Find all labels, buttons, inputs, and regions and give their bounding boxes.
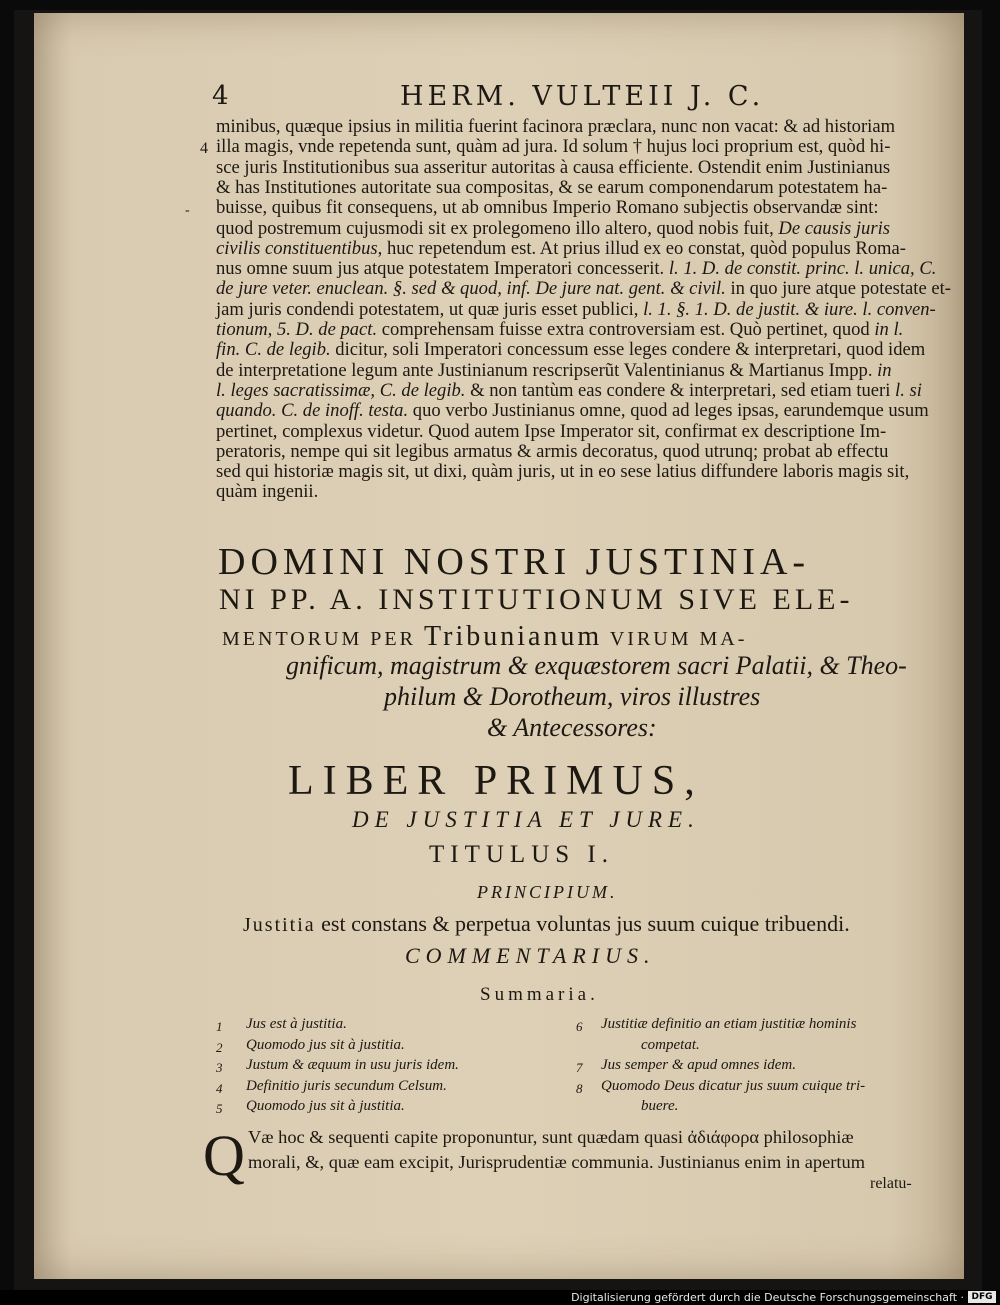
title-line-3-c: VIRUM MA- <box>602 628 748 650</box>
page-number: 4 <box>212 81 233 111</box>
running-title: HERM. VULTEII J. C. <box>400 81 765 112</box>
summaria-heading: Summaria. <box>480 984 599 1005</box>
commentary-segment: quàm ingenii. <box>216 481 319 503</box>
title-line-3 <box>222 623 747 651</box>
summaria-number: 6 <box>576 1019 583 1034</box>
title-line-3-b: Tribunianum <box>424 621 603 652</box>
commentary-segment: & non tantùm eas condere & interpretari, sed etiam tueri <box>465 379 896 401</box>
justitia-definition <box>243 913 850 935</box>
commentary-segment: in l. <box>874 319 904 340</box>
summaria-item: Definitio juris secundum Celsum. <box>246 1077 447 1094</box>
commentary-segment: minibus, quæque ipsius in militia fuerint facinora præclara, nunc non vacat: & ad historiam <box>216 116 896 137</box>
summaria-number: 7 <box>576 1060 583 1075</box>
commentary-segment: tionum, 5. D. de pact. <box>216 319 378 340</box>
commentary-segment: sce juris Institutionibus sua asseritur autoritas à causa efficiente. Ostendit enim Justinianus <box>216 156 891 178</box>
commentary-segment: jam juris condendi potestatem, ut quæ juris esset publici, <box>216 298 644 320</box>
commentary-line <box>216 138 890 157</box>
summaria-number: 1 <box>216 1019 223 1034</box>
commentary-segment: l. leges sacratissimæ, C. de legib. <box>216 379 466 401</box>
commentary-line <box>216 402 929 421</box>
commentary-segment: de interpretatione legum ante Justinianum rescripserũt Valentinianus & Martianus Impp. <box>216 359 878 381</box>
commentary-segment: l. si <box>895 379 922 401</box>
titulus-heading: TITULUS I. <box>429 841 614 868</box>
commentary-segment: l. 1. D. de constit. princ. l. unica, C. <box>668 258 937 280</box>
final-line-2: morali, &, quæ eam excipit, Jurisprudentiæ communia. Justinianus enim in apertum <box>248 1152 866 1172</box>
summaria-item: Justum & æquum in usu juris idem. <box>246 1057 459 1073</box>
commentary-line <box>216 156 891 178</box>
commentary-segment: quando. C. de inoff. testa. <box>216 400 409 422</box>
commentary-line <box>216 280 951 299</box>
definition-lead: Justitia <box>243 914 316 936</box>
commentary-segment: sed qui historiæ magis sit, ut dixi, quàm juris, ut in eo sese latius diffundere laboris magis sit, <box>216 461 910 483</box>
summaria-item: Quomodo Deus dicatur jus suum cuique tri- <box>601 1077 866 1094</box>
commentary-segment: pertinet, complexus videtur. Quod autem Ipse Imperator sit, confirmat ex descriptione Im- <box>216 420 887 442</box>
commentary-segment: De causis juris <box>778 217 890 239</box>
commentary-line <box>216 463 909 482</box>
dfg-logo: DFG <box>968 1291 996 1303</box>
commentary-line <box>216 321 903 340</box>
commentary-segment: quod postremum cujusmodi sit ex prolegomeno illo altero, quod nobis fuit, <box>216 217 779 239</box>
title-line-1: DOMINI NOSTRI JUSTINIA- <box>218 541 811 583</box>
principium-heading: PRINCIPIUM. <box>477 882 618 902</box>
margin-dash: - <box>185 203 190 218</box>
commentary-segment: buisse, quibus fit consequens, ut ab omnibus Imperio Romano subjectis observandæ sint: <box>216 197 879 219</box>
commentary-segment: in <box>877 359 892 381</box>
commentary-segment: civilis constituentibus <box>216 237 378 259</box>
title-line-5: philum & Dorotheum, viros illustres <box>384 682 761 711</box>
commentary-segment: illa magis, vnde repetenda sunt, quàm ad jura. Id solum † hujus loci proprium est, quòd hi- <box>216 136 891 158</box>
commentary-segment: comprehensam fuisse extra controversiam est. Quò pertinet, quod <box>377 319 875 340</box>
margin-number-4: 4 <box>200 140 208 157</box>
title-line-3-a: MENTORUM PER <box>222 628 424 650</box>
commentary-line <box>216 118 895 137</box>
de-justitia-heading: DE JUSTITIA ET JURE. <box>352 807 700 832</box>
commentary-segment: l. 1. §. 1. D. de justit. & iure. l. conven- <box>643 298 936 320</box>
commentarius-heading: COMMENTARIUS. <box>405 943 656 968</box>
commentary-segment: nus omne suum jus atque potestatem Imperatori concesserit. <box>216 258 669 280</box>
definition-rest: est constans & perpetua voluntas jus suum cuique tribuendi. <box>315 911 850 936</box>
commentary-line <box>216 217 890 239</box>
summaria-item: buere. <box>641 1098 679 1114</box>
commentary-segment: & has Institutiones autoritate sua compositas, & se earum componendarum potestatem ha- <box>216 176 888 198</box>
commentary-line <box>216 483 318 502</box>
commentary-line <box>216 298 936 320</box>
title-line-6: & Antecessores: <box>487 713 657 742</box>
drop-initial-q: Q <box>203 1123 245 1188</box>
summaria-number: 8 <box>576 1080 583 1096</box>
summaria-number: 4 <box>216 1080 223 1096</box>
commentary-line <box>216 420 887 442</box>
commentary-line <box>216 237 906 259</box>
summaria-item: Jus semper & apud omnes idem. <box>601 1057 796 1073</box>
title-line-2: NI PP. A. INSTITUTIONUM SIVE ELE- <box>219 583 854 616</box>
summaria-item: Justitiæ definitio an etiam justitiæ hominis <box>601 1016 857 1032</box>
summaria-number: 5 <box>216 1101 223 1116</box>
commentary-line <box>216 379 922 401</box>
summaria-number: 2 <box>216 1039 223 1055</box>
commentary-line <box>216 199 879 218</box>
summaria-item: Quomodo jus sit à justitia. <box>246 1036 405 1053</box>
footer-bar <box>0 1290 1000 1305</box>
title-line-4: gnificum, magistrum & exquæstorem sacri Palatii, & Theo- <box>286 651 907 680</box>
commentary-line <box>216 359 892 381</box>
summaria-item: Jus est à justitia. <box>246 1016 347 1032</box>
commentary-line <box>216 341 925 360</box>
commentary-segment: de jure veter. enuclean. §. sed & quod, inf. De jure nat. gent. & civil. <box>216 278 726 300</box>
commentary-line <box>216 260 936 279</box>
commentary-segment: peratoris, nempe qui sit legibus armatus & armis decoratus, quod utrunq; probat ab effectu <box>216 440 889 462</box>
summaria-item: competat. <box>641 1036 700 1053</box>
footer-credit: Digitalisierung gefördert durch die Deutsche Forschungsgemeinschaft · <box>571 1291 964 1304</box>
commentary-line <box>216 176 888 198</box>
commentary-segment: quo verbo Justinianus omne, quod ad leges ipsas, earundemque usum <box>408 400 929 422</box>
final-line-1: Væ hoc & sequenti capite proponuntur, sunt quædam quasi ἀδιάφορα philosophiæ <box>248 1127 854 1147</box>
commentary-segment: in quo jure atque potestate et- <box>725 278 951 300</box>
commentary-segment: , huc repetendum est. At prius illud ex eo constat, quòd populus Roma- <box>377 237 906 259</box>
summaria-item: Quomodo jus sit à justitia. <box>246 1098 405 1114</box>
catchword: relatu- <box>870 1175 912 1192</box>
liber-primus: LIBER PRIMUS, <box>288 758 704 804</box>
commentary-segment: fin. C. de legib. <box>216 339 331 361</box>
commentary-segment: dicitur, soli Imperatori concessum esse leges condere & interpretari, quod idem <box>330 339 926 361</box>
commentary-line <box>216 440 889 462</box>
summaria-number: 3 <box>216 1060 223 1075</box>
